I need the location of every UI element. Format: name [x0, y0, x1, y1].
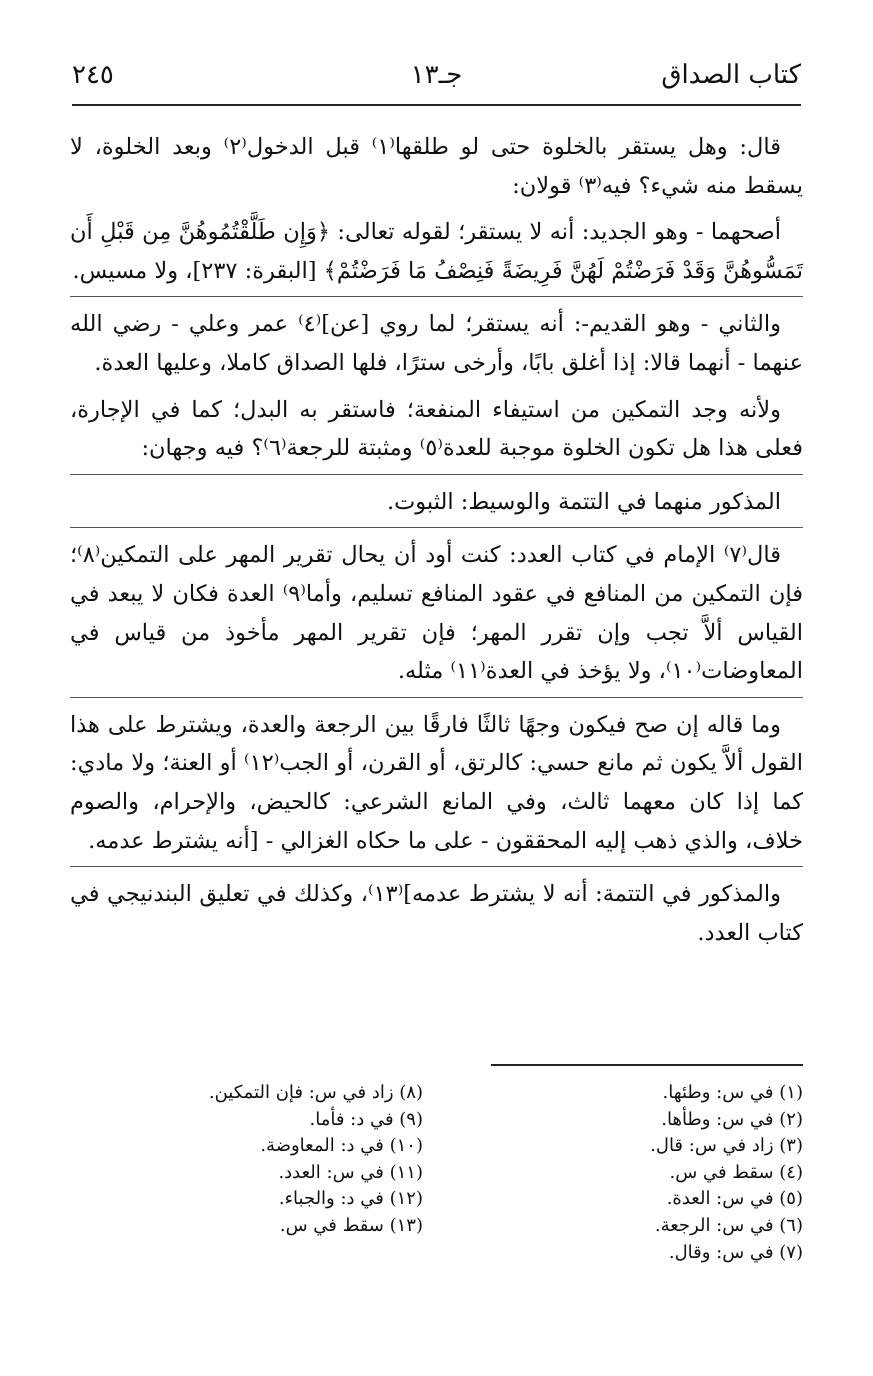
paragraph-7: وما قاله إن صح فيكون وجهًا ثالثًا فارقًا بين الرجعة والعدة، ويشترط على هذا القول ألاَّ يكون ثم مانع حسي: كالرتق، أو القرن، أو الجب⁽١٢⁾ أو العنة؛ ولا مادي: كما إذا كان معهما ثالث، وفي المانع الشرعي: كالحيض، والإحرام، والصوم خلاف، والذي ذهب إليه المحققون - على ما حكاه الغزالي - [أنه يشترط عدمه. [70, 706, 803, 867]
footnote-rule [491, 1064, 803, 1066]
volume-number: جـ١٣ [410, 60, 463, 90]
paragraph-2: أصحهما - وهو الجديد: أنه لا يستقر؛ لقوله تعالى: ﴿وَإِن طَلَّقْتُمُوهُنَّ مِن قَبْلِ أَن تَمَسُّوهُنَّ وَقَدْ فَرَضْتُمْ لَهُنَّ فَرِيضَةً فَنِصْفُ مَا فَرَضْتُمْ﴾ [البقرة: ٢٣٧]، ولا مسيس. [70, 213, 803, 297]
footnote: (١٠) في د: المعاوضة. [260, 1135, 423, 1157]
footnote: (١) في س: وطئها. [662, 1082, 803, 1103]
paragraph-3: والثاني - وهو القديم-: أنه يستقر؛ لما روي [عن]⁽٤⁾ عمر وعلي - رضي الله عنهما - أنهما قالا: إذا أغلق بابًا، وأرخى سترًا، فلها الصداق كاملا، وعليها العدة. [70, 311, 803, 376]
footnote: (٦) في س: الرجعة. [654, 1214, 803, 1236]
footnote: (٤) سقط في س. [669, 1161, 803, 1183]
paragraph-1: قال: وهل يستقر بالخلوة حتى لو طلقها⁽١⁾ قبل الدخول⁽٢⁾ وبعد الخلوة، لا يسقط منه شيء؟ فيه⁽٣⁾ قولان: [70, 134, 803, 199]
footnote: (١٣) سقط في س. [279, 1214, 423, 1236]
running-title: كتاب الصداق [661, 60, 801, 90]
paragraph-8: والمذكور في التتمة: أنه لا يشترط عدمه]⁽١٣⁾، وكذلك في تعليق البندنيجي في كتاب العدد. [70, 881, 803, 946]
footnotes-right-column [483, 1080, 803, 1266]
footnote: (٢) في س: وطأها. [661, 1108, 803, 1130]
page-header [72, 60, 801, 100]
main-text [70, 128, 803, 960]
paragraph-6: قال⁽٧⁾ الإمام في كتاب العدد: كنت أود أن يحال تقرير المهر على التمكين⁽٨⁾؛ فإن التمكين من المنافع في عقود المنافع تسليم، وأما⁽٩⁾ العدة فكان لا يبعد في القياس ألاَّ تجب وإن تقرر المهر؛ فإن تقرير المهر مأخوذ من قياس في المعاوضات⁽١٠⁾، ولا يؤخذ في العدة⁽١١⁾ مثله. [70, 536, 803, 697]
paragraph-4: ولأنه وجد التمكين من استيفاء المنفعة؛ فاستقر به البدل؛ كما في الإجارة، فعلى هذا هل تكون الخلوة موجبة للعدة⁽٥⁾ ومثبتة للرجعة⁽٦⁾؟ فيه وجهان: [70, 391, 803, 475]
footnote: (٩) في د: فأما. [309, 1108, 423, 1130]
header-rule [72, 104, 801, 106]
footnote: (١٢) في د: والجباء. [278, 1188, 423, 1210]
footnote: (٥) في س: العدة. [666, 1188, 803, 1210]
footnote: (٨) زاد في س: فإن التمكين. [208, 1082, 423, 1103]
paragraph-5: المذكور منهما في التتمة والوسيط: الثبوت. [70, 483, 803, 529]
footnote: (١١) في س: العدد. [278, 1161, 423, 1183]
page-number: ٢٤٥ [72, 60, 114, 90]
footnotes-left-column [123, 1080, 423, 1240]
footnote: (٣) زاد في س: قال. [650, 1135, 803, 1157]
footnote: (٧) في س: وقال. [668, 1241, 803, 1263]
